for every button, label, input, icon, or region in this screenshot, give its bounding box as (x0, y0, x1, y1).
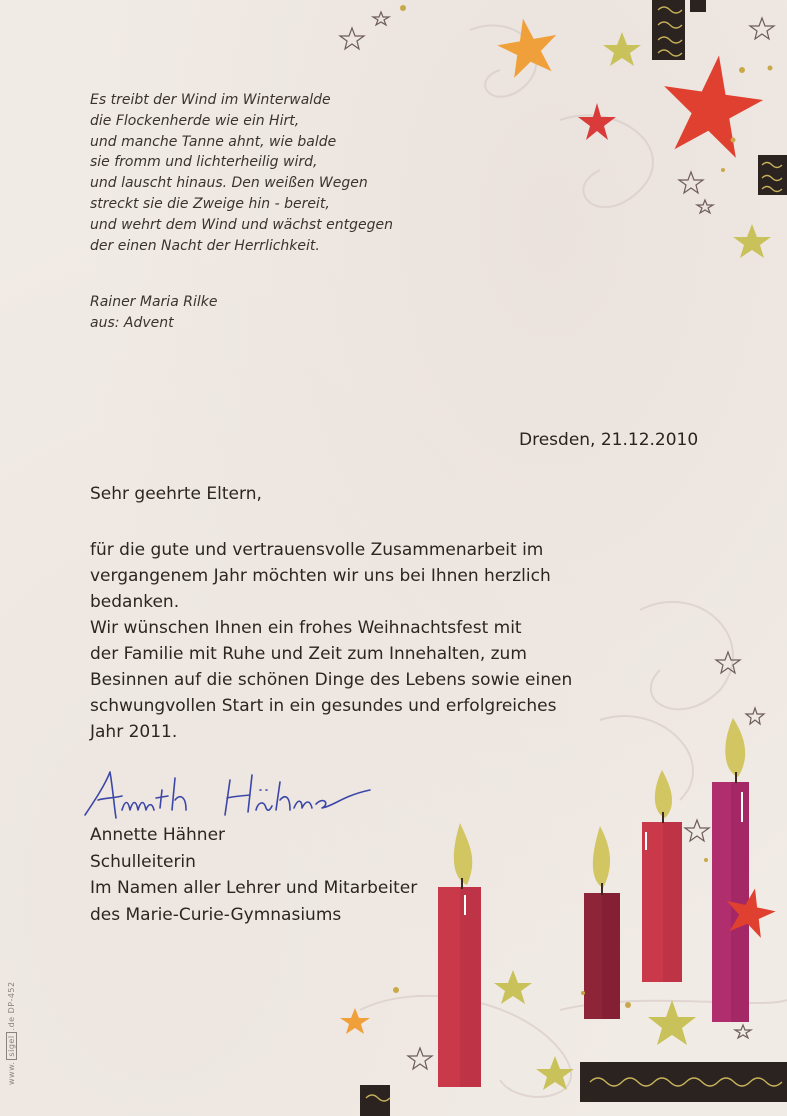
place-date: Dresden, 21.12.2010 (519, 430, 699, 450)
signer-role: Schulleiterin (90, 851, 196, 872)
poem-line: Es treibt der Wind im Winterwalde (90, 92, 331, 108)
body-line: schwungvollen Start in ein gesundes und erfolgreiches (90, 696, 557, 716)
closing-line: des Marie-Curie-Gymnasiums (90, 904, 342, 925)
poem (90, 90, 510, 256)
brand-mark-logo: sigel (6, 1032, 17, 1059)
salutation: Sehr geehrte Eltern, (90, 484, 262, 504)
brand-mark-suffix: .de DP-452 (7, 981, 16, 1031)
paper-brand-mark (6, 981, 17, 1085)
body-line: Besinnen auf die schönen Dinge des Lebens sowie einen (90, 670, 573, 690)
poem-line: und manche Tanne ahnt, wie balde (90, 133, 337, 150)
poem-author: Rainer Maria Rilke (90, 294, 218, 310)
body-line: Jahr 2011. (90, 722, 178, 742)
body-line: für die gute und vertrauensvolle Zusammenarbeit im (90, 540, 544, 560)
poem-line: die Flockenherde wie ein Hirt, (90, 112, 300, 129)
poem-source: aus: Advent (90, 315, 174, 331)
brand-mark-prefix: www. (7, 1061, 16, 1085)
closing-line: Im Namen aller Lehrer und Mitarbeiter (90, 878, 418, 898)
poem-line: der einen Nacht der Herrlichkeit. (90, 237, 320, 254)
poem-line: streckt sie die Zweige hin - bereit, (90, 195, 330, 212)
body-line: vergangenem Jahr möchten wir uns bei Ihnen herzlich (90, 566, 551, 586)
handwritten-signature (80, 760, 390, 830)
poem-line: sie fromm und lichterheilig wird, (90, 154, 318, 171)
poem-line: und wehrt dem Wind und wächst entgegen (90, 216, 394, 233)
body-line: Wir wünschen Ihnen ein frohes Weihnachtsfest mit (90, 618, 522, 638)
poem-line: und lauscht hinaus. Den weißen Wegen (90, 175, 368, 192)
letter-body (90, 537, 590, 745)
body-line: bedanken. (90, 592, 180, 612)
body-line: der Familie mit Ruhe und Zeit zum Innehalten, zum (90, 644, 527, 664)
signer-name: Annette Hähner (90, 825, 226, 845)
closing-block (90, 822, 417, 928)
poem-attribution (90, 292, 217, 334)
